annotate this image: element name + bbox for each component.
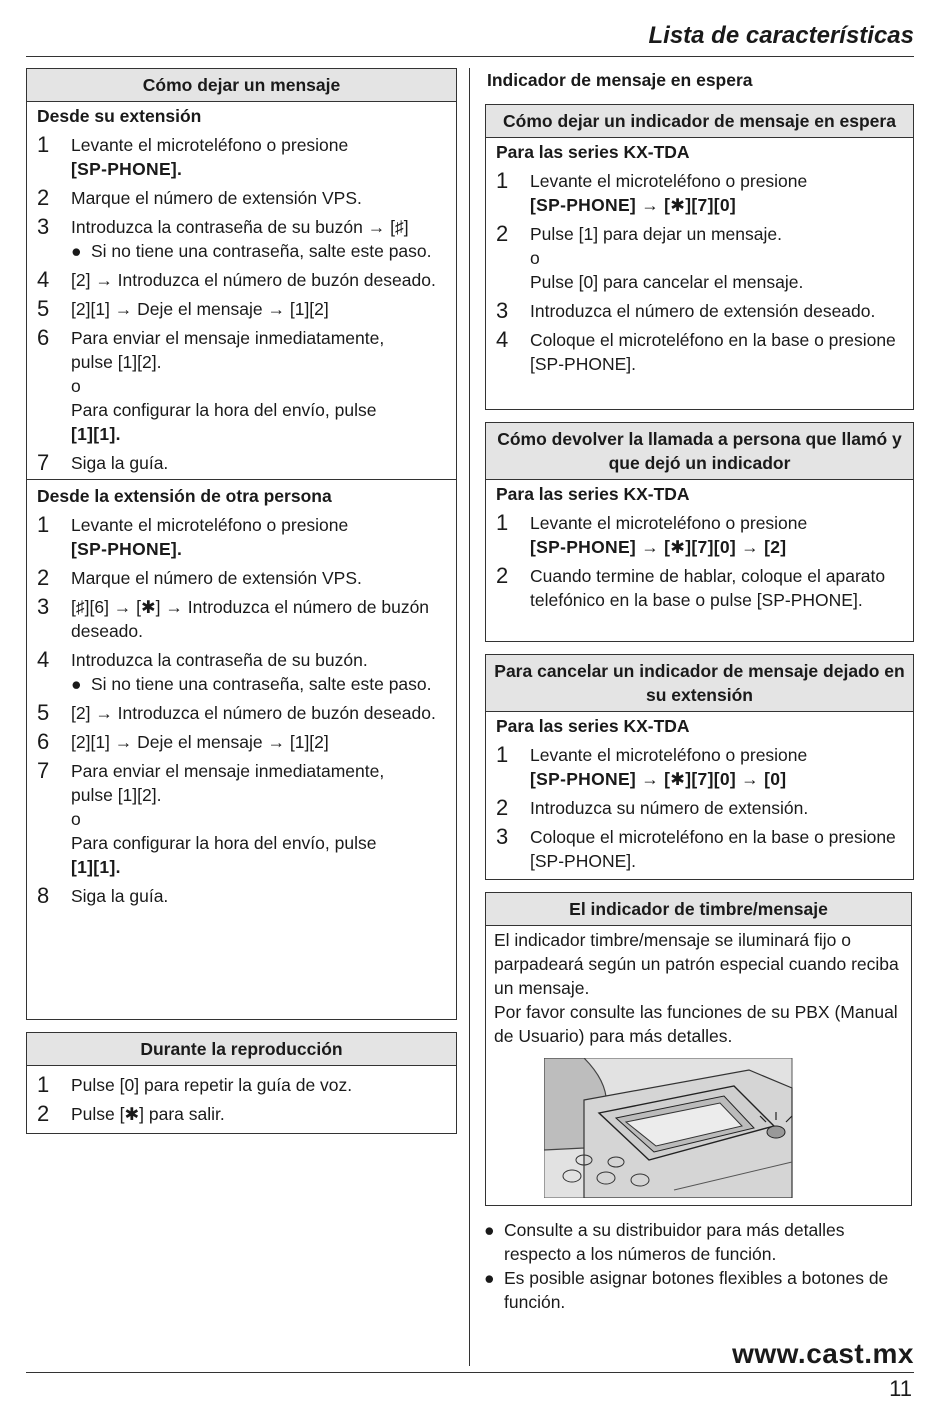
- step-4: 4 [2] → Introduzca el número de buzón deseado.: [37, 267, 436, 292]
- call-back-title: Cómo devolver la llamada a persona que llamó y que dejó un indicador: [486, 423, 913, 480]
- message-waiting-section-title: Indicador de mensaje en espera: [487, 70, 753, 90]
- notes-list: [484, 1218, 914, 1314]
- leave-message-box: [26, 68, 457, 1020]
- leave-message-title: Cómo dejar un mensaje: [27, 69, 456, 102]
- ringer-indicator-box: [485, 892, 912, 1206]
- list-item: ● Consulte a su distribuidor para más detalles respecto a los números de función.: [484, 1220, 845, 1264]
- leave-indicator-box: [485, 104, 914, 410]
- step-7: 7 Siga la guía.: [37, 450, 169, 475]
- footer-rule: [26, 1372, 914, 1373]
- step-3: 3 Introduzca la contraseña de su buzón → [♯] ● Si no tiene una contraseña, salte este paso.: [37, 214, 432, 261]
- series-label: Para las series KX-TDA: [496, 142, 690, 162]
- step-7: 7 Para enviar el mensaje inmediatamente, pulse [1][2]. o Para configurar la hora del envío, pulse [1][1].: [37, 758, 385, 877]
- step-4: 4 Introduzca la contraseña de su buzón. ● Si no tiene una contraseña, salte este paso.: [37, 647, 432, 694]
- step-2: 2 Pulse [✱] para salir.: [37, 1101, 225, 1126]
- step-2: 2 Marque el número de extensión VPS.: [37, 565, 362, 590]
- step-2: 2 Introduzca su número de extensión.: [496, 795, 809, 820]
- page-header-title: Lista de características: [648, 22, 914, 49]
- step-6: 6 [2][1] → Deje el mensaje → [1][2]: [37, 729, 329, 754]
- list-item: ● Es posible asignar botones flexibles a botones de función.: [484, 1268, 889, 1312]
- step-3: 3 Coloque el microteléfono en la base o presione [SP-PHONE].: [496, 824, 896, 871]
- ringer-indicator-reference: Por favor consulte las funciones de su PBX (Manual de Usuario) para más detalles.: [494, 1002, 898, 1046]
- step-3: 3 [♯][6] → [✱] → Introduzca el número de buzón deseado.: [37, 594, 430, 641]
- step-2: 2 Pulse [1] para dejar un mensaje. o Pulse [0] para cancelar el mensaje.: [496, 221, 804, 292]
- step-5: 5 [2][1] → Deje el mensaje → [1][2]: [37, 296, 329, 321]
- step-2: 2 Cuando termine de hablar, coloque el aparato telefónico en la base o pulse [SP-PHONE].: [496, 563, 886, 610]
- step-1: 1 Levante el microteléfono o presione [SP-PHONE].: [37, 132, 349, 179]
- step-4: 4 Coloque el microteléfono en la base o presione [SP-PHONE].: [496, 327, 896, 374]
- playback-box: [26, 1032, 457, 1134]
- step-3: 3 Introduzca el número de extensión deseado.: [496, 298, 876, 323]
- from-other-extension-section: [27, 479, 456, 908]
- step-6: 6 Para enviar el mensaje inmediatamente, pulse [1][2]. o Para configurar la hora del envío, pulse [1][1].: [37, 325, 385, 444]
- step-1: 1 Pulse [0] para repetir la guía de voz.: [37, 1072, 353, 1097]
- call-back-box: [485, 422, 914, 642]
- cancel-indicator-box: [485, 654, 914, 880]
- step-5: 5 [2] → Introduzca el número de buzón deseado.: [37, 700, 436, 725]
- from-other-extension-heading: Desde la extensión de otra persona: [37, 486, 332, 506]
- column-divider: [469, 68, 470, 1366]
- step-1: 1 Levante el microteléfono o presione [SP-PHONE] → [✱][7][0] → [2]: [496, 510, 808, 557]
- step-1: 1 Levante el microteléfono o presione [SP-PHONE].: [37, 512, 349, 559]
- step-1: 1 Levante el microteléfono o presione [SP-PHONE] → [✱][7][0]: [496, 168, 808, 215]
- page-number: 11: [889, 1376, 912, 1401]
- ringer-indicator-title: El indicador de timbre/mensaje: [486, 893, 911, 926]
- header-rule: [26, 56, 914, 57]
- ringer-indicator-text: El indicador timbre/mensaje se iluminará fijo o parpadeará según un patrón especial cuando reciba un mensaje.: [494, 930, 899, 998]
- from-own-extension-heading: Desde su extensión: [37, 106, 202, 126]
- leave-indicator-title: Cómo dejar un indicador de mensaje en espera: [486, 105, 913, 138]
- playback-title: Durante la reproducción: [27, 1033, 456, 1066]
- step-8: 8 Siga la guía.: [37, 883, 169, 908]
- cancel-indicator-title: Para cancelar un indicador de mensaje dejado en su extensión: [486, 655, 913, 712]
- series-label: Para las series KX-TDA: [496, 716, 690, 736]
- website-url: www.cast.mx: [732, 1338, 914, 1369]
- step-1: 1 Levante el microteléfono o presione [SP-PHONE] → [✱][7][0] → [0]: [496, 742, 808, 789]
- phone-indicator-illustration: [544, 1058, 814, 1198]
- step-2: 2 Marque el número de extensión VPS.: [37, 185, 362, 210]
- series-label: Para las series KX-TDA: [496, 484, 690, 504]
